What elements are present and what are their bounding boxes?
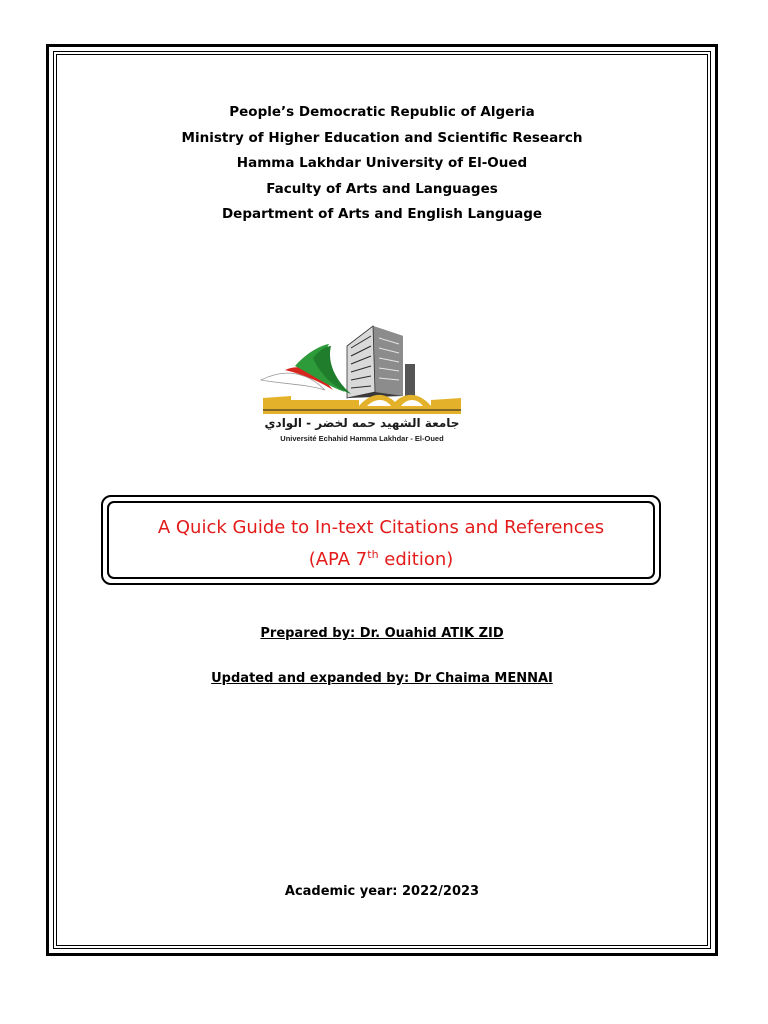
logo-arabic-text: جامعة الشهيد حمه لخضر - الوادي xyxy=(264,416,460,430)
prepared-by: Prepared by: Dr. Ouahid ATIK ZID xyxy=(260,626,504,641)
header-line-faculty: Faculty of Arts and Languages xyxy=(266,180,498,197)
logo-latin-text: Université Echahid Hamma Lakhdar - El-Oued xyxy=(280,434,444,443)
building-icon xyxy=(347,326,415,398)
header-line-university: Hamma Lakhdar University of El-Oued xyxy=(236,155,528,171)
open-book-icon xyxy=(263,395,461,414)
institution-header xyxy=(60,100,704,228)
header-line-ministry: Ministry of Higher Education and Scientific Research xyxy=(181,129,583,146)
university-logo xyxy=(255,318,469,448)
academic-year: Academic year: 2022/2023 xyxy=(284,884,480,899)
header-line-department: Department of Arts and English Language xyxy=(221,206,543,222)
updated-by: Updated and expanded by: Dr Chaima MENNAI xyxy=(211,671,553,686)
title-line-1: A Quick Guide to In-text Citations and References xyxy=(157,517,605,538)
header-line-republic: People’s Democratic Republic of Algeria xyxy=(229,104,535,120)
title-line-2 xyxy=(107,544,655,576)
title-line-2-prefix: (APA 7 xyxy=(308,549,368,570)
title-line-2-suffix: edition) xyxy=(378,549,454,570)
document-title xyxy=(107,512,655,576)
title-edition-superscript: th xyxy=(367,548,379,561)
